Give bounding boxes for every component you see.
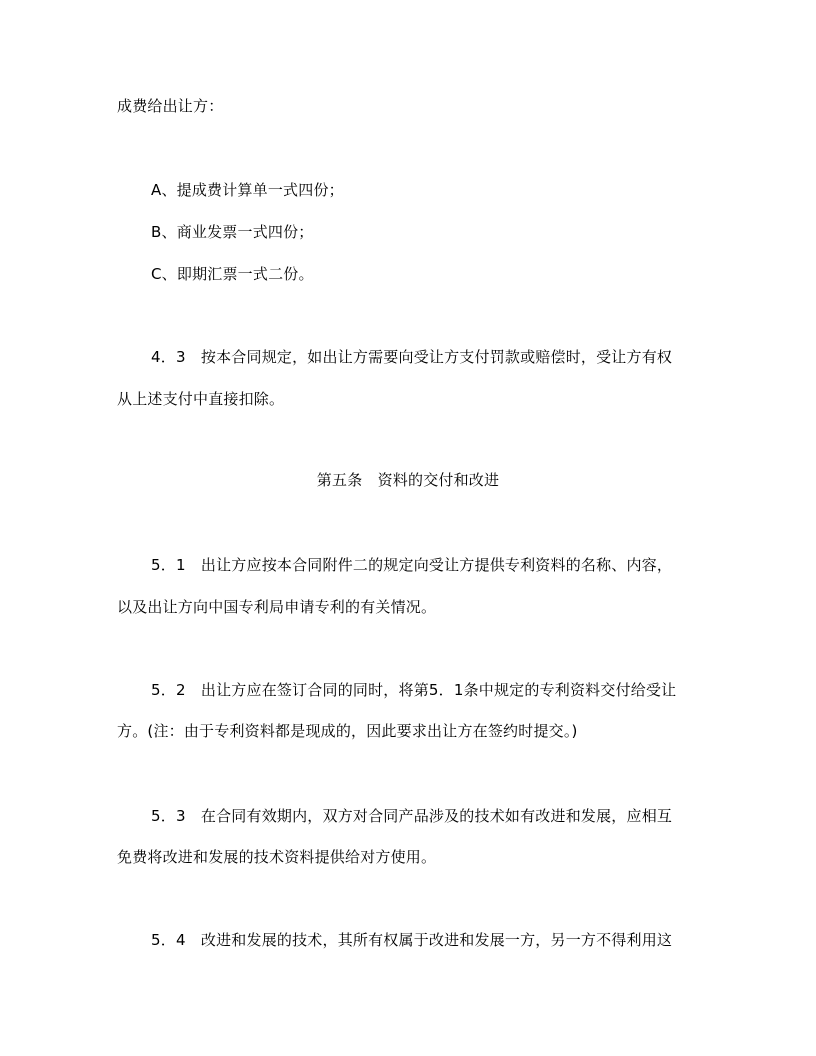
clause-4-3-line-2: 从上述支付中直接扣除。	[117, 390, 285, 408]
paragraph-continuation: 成费给出让方：	[117, 97, 224, 115]
list-item-a: A、提成费计算单一式四份；	[151, 181, 344, 199]
clause-5-2-line-1: 5．2 出让方应在签订合同的同时，将第5．1条中规定的专利资料交付给受让	[151, 681, 677, 699]
clause-5-2-line-2: 方。(注：由于专利资料都是现成的，因此要求出让方在签约时提交。)	[117, 722, 578, 740]
clause-5-1-line-2: 以及出让方向中国专利局申请专利的有关情况。	[117, 598, 437, 616]
section-heading: 第五条 资料的交付和改进	[316, 471, 500, 489]
list-item-c: C、即期汇票一式二份。	[151, 265, 314, 283]
clause-5-4-line-1: 5．4 改进和发展的技术，其所有权属于改进和发展一方，另一方不得利用这	[151, 931, 673, 949]
clause-5-3-line-2: 免费将改进和发展的技术资料提供给对方使用。	[117, 848, 437, 866]
clause-5-1-line-1: 5．1 出让方应按本合同附件二的规定向受让方提供专利资料的名称、内容，	[151, 556, 673, 574]
list-item-b: B、商业发票一式四份；	[151, 223, 314, 241]
clause-5-3-line-1: 5．3 在合同有效期内，双方对合同产品涉及的技术如有改进和发展，应相互	[151, 807, 673, 825]
clause-4-3-line-1: 4．3 按本合同规定，如出让方需要向受让方支付罚款或赔偿时，受让方有权	[151, 348, 673, 366]
